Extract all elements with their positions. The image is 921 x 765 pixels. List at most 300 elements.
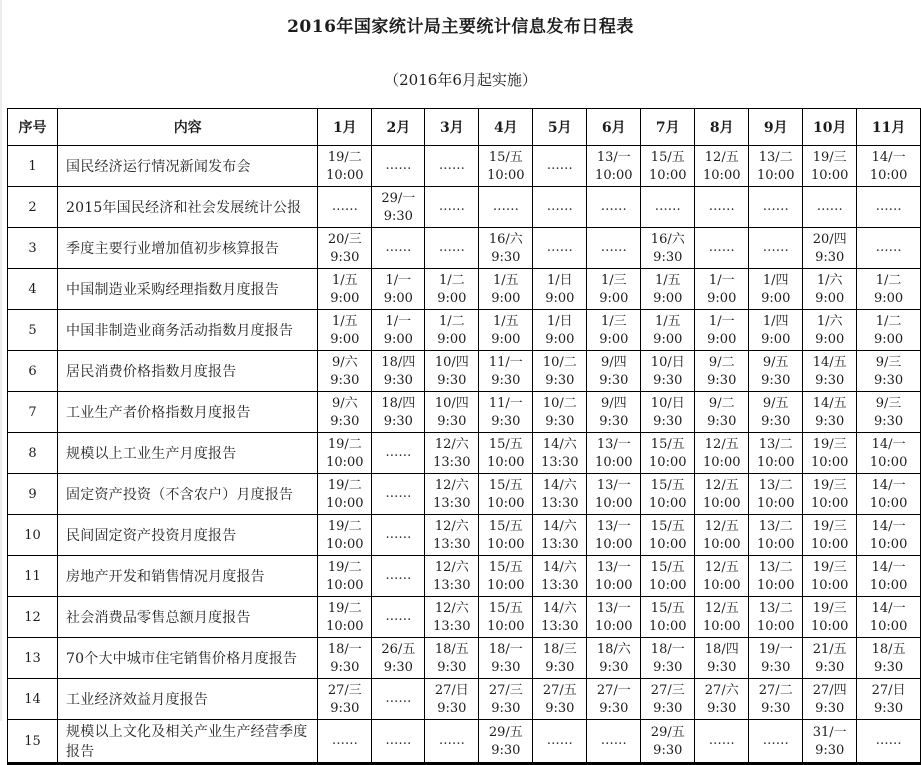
schedule-cell [318,556,372,597]
release-date: 27/三 [650,682,685,698]
release-date: 13/一 [596,149,631,165]
release-time: 9:30 [653,700,683,716]
release-date: 11/一 [488,395,523,411]
release-date: 1/三 [600,272,627,288]
empty-schedule-cell [749,187,803,228]
schedule-cell [318,515,372,556]
release-time: 9:00 [383,331,413,347]
release-date: 14/一 [871,600,906,616]
ellipsis-placeholder: …… [385,527,412,542]
release-date: 27/日 [871,682,906,698]
schedule-cell [587,310,641,351]
release-date: 1/一 [708,272,735,288]
release-time: 10:00 [649,577,687,593]
release-time: 10:00 [326,577,364,593]
release-date: 29/五 [650,724,685,740]
release-time: 9:00 [330,290,360,306]
schedule-cell [425,679,479,720]
schedule-table [7,108,921,765]
release-time: 9:30 [491,249,521,265]
schedule-cell [695,515,749,556]
release-time: 9:00 [491,290,521,306]
table-row [8,720,921,764]
schedule-cell [318,474,372,515]
empty-schedule-cell [372,720,425,764]
release-date: 19/三 [812,477,847,493]
empty-schedule-cell [425,720,479,764]
release-date: 1/六 [816,313,843,329]
release-time: 10:00 [869,536,908,552]
table-row [8,351,921,392]
release-date: 27/一 [596,682,631,698]
release-date: 19/一 [758,641,793,657]
schedule-cell [587,638,641,679]
row-content-label: 2015年国民经济和社会发展统计公报 [58,187,318,228]
release-date: 15/五 [488,149,523,165]
release-time: 13:30 [433,618,471,634]
row-number: 12 [8,597,58,638]
schedule-cell [479,515,533,556]
schedule-cell [318,351,372,392]
schedule-cell [641,556,695,597]
schedule-cell [857,556,921,597]
schedule-cell [857,146,921,187]
release-time: 10:00 [595,536,633,552]
release-date: 9/六 [331,354,358,370]
release-time: 9:30 [874,372,904,388]
schedule-cell [318,433,372,474]
release-time: 10:00 [703,167,741,183]
row-number: 4 [8,269,58,310]
schedule-cell [749,146,803,187]
schedule-cell [641,433,695,474]
schedule-cell [695,556,749,597]
schedule-cell [425,433,479,474]
schedule-cell [372,310,425,351]
release-date: 18/四 [381,354,416,370]
schedule-cell [372,269,425,310]
schedule-cell [587,392,641,433]
row-number: 15 [8,720,58,764]
release-date: 15/五 [650,149,685,165]
release-date: 18/五 [871,641,906,657]
release-date: 1/四 [762,272,789,288]
release-time: 9:30 [491,659,521,675]
row-content-label: 国民经济运行情况新闻发布会 [58,146,318,187]
empty-schedule-cell [587,187,641,228]
release-date: 13/一 [596,559,631,575]
schedule-cell [641,474,695,515]
release-date: 13/一 [596,436,631,452]
column-header-month-11: 11月 [857,109,921,146]
schedule-cell [749,515,803,556]
schedule-cell [587,597,641,638]
empty-schedule-cell [587,228,641,269]
table-row [8,310,921,351]
row-number: 6 [8,351,58,392]
schedule-cell [749,638,803,679]
schedule-cell [749,269,803,310]
release-time: 9:30 [874,413,904,429]
schedule-cell [695,269,749,310]
release-date: 14/一 [871,518,906,534]
ellipsis-placeholder: …… [385,733,412,748]
release-time: 9:00 [815,290,845,306]
row-content-label: 季度主要行业增加值初步核算报告 [58,228,318,269]
table-row [8,679,921,720]
release-time: 9:30 [491,413,521,429]
table-row [8,146,921,187]
release-date: 14/五 [812,395,847,411]
release-time: 9:30 [653,249,683,265]
release-time: 9:00 [653,290,683,306]
ellipsis-placeholder: …… [600,199,627,214]
schedule-cell [425,474,479,515]
release-date: 12/五 [704,436,739,452]
release-time: 10:00 [649,454,687,470]
release-date: 31/一 [812,724,847,740]
schedule-cell [803,556,857,597]
schedule-cell [803,638,857,679]
row-number: 8 [8,433,58,474]
release-date: 27/四 [812,682,847,698]
empty-schedule-cell [857,187,921,228]
schedule-cell [533,556,587,597]
release-date: 10/日 [650,354,685,370]
release-time: 13:30 [541,495,579,511]
column-header-month-4: 4月 [479,109,533,146]
table-row [8,433,921,474]
release-date: 12/六 [434,477,469,493]
column-header-month-2: 2月 [372,109,425,146]
schedule-cell [372,187,425,228]
row-content-label: 社会消费品零售总额月度报告 [58,597,318,638]
release-date: 9/二 [708,354,735,370]
release-date: 1/二 [875,272,902,288]
empty-schedule-cell [749,720,803,764]
schedule-cell [425,556,479,597]
schedule-cell [318,269,372,310]
release-time: 9:00 [437,290,467,306]
release-time: 9:00 [815,331,845,347]
release-time: 9:30 [330,372,360,388]
schedule-cell [425,515,479,556]
schedule-cell [857,515,921,556]
release-time: 10:00 [595,167,633,183]
ellipsis-placeholder: …… [816,199,843,214]
empty-schedule-cell [587,720,641,764]
release-date: 19/二 [327,600,362,616]
release-time: 10:00 [487,454,525,470]
release-date: 16/六 [650,231,685,247]
release-time: 10:00 [649,495,687,511]
schedule-cell [803,392,857,433]
schedule-cell [695,351,749,392]
empty-schedule-cell [533,187,587,228]
row-content-label: 工业经济效益月度报告 [58,679,318,720]
release-time: 10:00 [810,577,849,593]
release-date: 12/五 [704,149,739,165]
empty-schedule-cell [479,187,533,228]
release-time: 9:30 [874,700,904,716]
release-date: 1/五 [654,313,681,329]
release-time: 13:30 [541,577,579,593]
release-time: 9:30 [761,413,791,429]
schedule-cell [641,269,695,310]
schedule-cell [587,474,641,515]
release-date: 14/一 [871,149,906,165]
release-date: 20/四 [812,231,847,247]
release-date: 10/日 [650,395,685,411]
release-date: 15/五 [650,518,685,534]
release-date: 12/六 [434,559,469,575]
release-time: 10:00 [487,495,525,511]
row-content-label: 中国制造业采购经理指数月度报告 [58,269,318,310]
release-time: 9:30 [330,700,360,716]
release-date: 1/一 [385,313,412,329]
ellipsis-placeholder: …… [385,691,412,706]
release-time: 9:00 [383,290,413,306]
schedule-cell [479,597,533,638]
schedule-cell [533,269,587,310]
release-date: 19/三 [812,559,847,575]
release-time: 9:30 [653,659,683,675]
release-date: 14/一 [871,477,906,493]
release-date: 15/五 [650,559,685,575]
empty-schedule-cell [533,146,587,187]
release-date: 19/三 [812,149,847,165]
release-time: 10:00 [595,495,633,511]
release-time: 9:30 [815,249,845,265]
release-time: 9:30 [545,372,575,388]
schedule-cell [803,269,857,310]
release-time: 10:00 [757,454,795,470]
release-date: 1/五 [654,272,681,288]
schedule-cell [695,310,749,351]
release-date: 19/二 [327,477,362,493]
page-subtitle: （2016年6月起实施） [384,71,537,89]
page-title: 2016年国家统计局主要统计信息发布日程表 [287,17,634,37]
schedule-cell [425,351,479,392]
schedule-cell [641,146,695,187]
table-header [8,109,921,146]
empty-schedule-cell [695,228,749,269]
release-time: 9:30 [383,659,413,675]
schedule-cell [533,474,587,515]
release-date: 12/五 [704,477,739,493]
release-time: 10:00 [703,536,741,552]
table-row [8,515,921,556]
release-time: 9:00 [761,331,791,347]
release-date: 29/五 [488,724,523,740]
release-date: 11/一 [488,354,523,370]
release-date: 9/六 [331,395,358,411]
release-date: 14/一 [871,559,906,575]
ellipsis-placeholder: …… [708,733,735,748]
schedule-cell [695,433,749,474]
release-date: 19/二 [327,149,362,165]
release-time: 10:00 [703,495,741,511]
empty-schedule-cell [372,515,425,556]
release-time: 10:00 [703,454,741,470]
schedule-cell [587,433,641,474]
schedule-cell [641,392,695,433]
ellipsis-placeholder: …… [385,486,412,501]
schedule-cell [749,392,803,433]
release-date: 27/五 [542,682,577,698]
release-time: 10:00 [757,495,795,511]
schedule-cell [479,392,533,433]
schedule-cell [372,351,425,392]
release-date: 12/五 [704,518,739,534]
ellipsis-placeholder: …… [546,158,573,173]
empty-schedule-cell [425,228,479,269]
table-row [8,269,921,310]
release-date: 12/六 [434,600,469,616]
release-time: 13:30 [541,618,579,634]
ellipsis-placeholder: …… [331,199,358,214]
release-time: 9:30 [815,413,845,429]
ellipsis-placeholder: …… [875,199,902,214]
schedule-cell [857,269,921,310]
ellipsis-placeholder: …… [438,733,465,748]
schedule-cell [479,146,533,187]
release-date: 10/二 [542,354,577,370]
release-date: 1/日 [546,313,573,329]
empty-schedule-cell [749,228,803,269]
schedule-cell [641,228,695,269]
release-time: 9:00 [599,331,629,347]
table-row [8,474,921,515]
ellipsis-placeholder: …… [385,445,412,460]
release-time: 13:30 [433,495,471,511]
row-content-label: 规模以上工业生产月度报告 [58,433,318,474]
release-time: 13:30 [433,536,471,552]
release-date: 1/二 [439,272,465,288]
release-time: 9:30 [545,413,575,429]
release-date: 19/三 [812,436,847,452]
empty-schedule-cell [425,146,479,187]
release-date: 10/四 [434,395,469,411]
release-time: 10:00 [869,495,908,511]
schedule-cell [479,720,533,764]
empty-schedule-cell [695,187,749,228]
schedule-cell [587,556,641,597]
ellipsis-placeholder: …… [438,199,465,214]
release-time: 10:00 [487,536,525,552]
release-date: 13/一 [596,477,631,493]
ellipsis-placeholder: …… [385,568,412,583]
schedule-cell [695,638,749,679]
schedule-cell [479,310,533,351]
schedule-cell [803,515,857,556]
schedule-cell [749,310,803,351]
release-time: 10:00 [595,454,633,470]
release-date: 15/五 [488,518,523,534]
empty-schedule-cell [372,474,425,515]
release-date: 18/一 [327,641,362,657]
schedule-cell [641,679,695,720]
release-date: 12/六 [434,518,469,534]
row-content-label: 中国非制造业商务活动指数月度报告 [58,310,318,351]
ellipsis-placeholder: …… [762,240,789,255]
schedule-cell [479,351,533,392]
release-date: 19/三 [812,600,847,616]
schedule-cell [803,474,857,515]
schedule-cell [587,146,641,187]
schedule-cell [803,310,857,351]
release-date: 9/五 [762,395,789,411]
row-number: 11 [8,556,58,597]
release-time: 9:30 [491,372,521,388]
release-time: 10:00 [649,536,687,552]
release-date: 19/二 [327,518,362,534]
release-date: 14/五 [812,354,847,370]
row-number: 5 [8,310,58,351]
release-time: 9:30 [491,700,521,716]
row-content-label: 房地产开发和销售情况月度报告 [58,556,318,597]
release-date: 14/六 [542,600,577,616]
release-date: 13/二 [758,149,793,165]
schedule-cell [857,597,921,638]
release-date: 27/六 [704,682,739,698]
schedule-cell [803,146,857,187]
table-row [8,556,921,597]
release-time: 10:00 [326,167,364,183]
row-content-label: 工业生产者价格指数月度报告 [58,392,318,433]
column-header-content: 内容 [58,109,318,146]
ellipsis-placeholder: …… [438,240,465,255]
release-time: 10:00 [757,577,795,593]
release-date: 9/三 [875,354,902,370]
release-time: 9:30 [599,659,629,675]
release-date: 19/二 [327,559,362,575]
release-time: 9:30 [437,372,467,388]
release-time: 13:30 [541,536,579,552]
release-time: 10:00 [595,618,633,634]
schedule-cell [533,515,587,556]
schedule-cell [479,228,533,269]
empty-schedule-cell [533,228,587,269]
schedule-cell [587,269,641,310]
release-date: 10/二 [542,395,577,411]
table-row [8,187,921,228]
schedule-cell [803,597,857,638]
release-date: 1/五 [492,272,519,288]
ellipsis-placeholder: …… [546,240,573,255]
ellipsis-placeholder: …… [385,158,412,173]
release-date: 10/四 [434,354,469,370]
release-time: 9:30 [874,659,904,675]
release-time: 9:00 [545,331,575,347]
release-date: 18/四 [704,641,739,657]
empty-schedule-cell [803,187,857,228]
release-date: 13/二 [758,559,793,575]
release-date: 1/五 [492,313,519,329]
release-date: 16/六 [488,231,523,247]
release-time: 9:30 [815,742,845,758]
ellipsis-placeholder: …… [654,199,681,214]
table-row [8,228,921,269]
release-date: 19/二 [327,436,362,452]
schedule-cell [533,351,587,392]
schedule-cell [749,556,803,597]
schedule-cell [803,433,857,474]
release-time: 9:30 [383,413,413,429]
release-date: 15/五 [650,600,685,616]
row-content-label: 民间固定资产投资月度报告 [58,515,318,556]
release-date: 15/五 [488,436,523,452]
